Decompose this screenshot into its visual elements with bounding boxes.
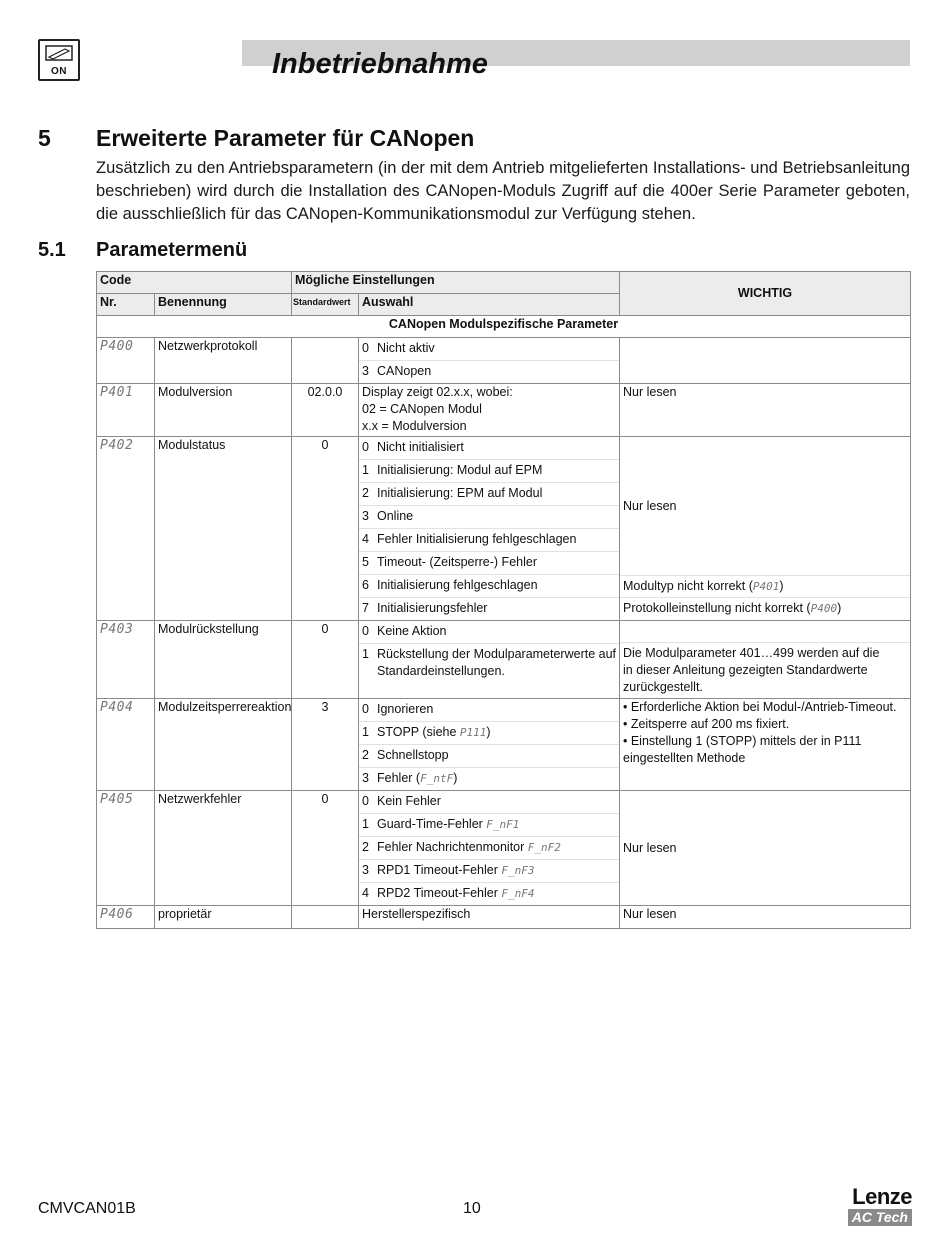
- param-description: Herstellerspezifisch: [359, 906, 620, 929]
- option-item: 1 Rückstellung der Modulparameterwerte auf Standardeinstellungen.: [359, 643, 619, 688]
- option-item: 2 Initialisierung: EPM auf Modul: [359, 482, 619, 505]
- option-item: 7 Initialisierungsfehler: [359, 597, 619, 620]
- header-important: WICHTIG: [620, 272, 911, 316]
- option-item: 3 Fehler (F_ntF): [359, 767, 619, 790]
- param-default: 0: [292, 791, 359, 906]
- on-label: ON: [51, 66, 67, 77]
- section-title: Erweiterte Parameter für CANopen: [96, 125, 475, 151]
- option-item: 3 CANopen: [359, 360, 619, 383]
- on-switch-icon: [38, 39, 80, 81]
- option-item: 5 Timeout- (Zeitsperre-) Fehler: [359, 551, 619, 574]
- header-code: Code: [97, 272, 292, 294]
- param-note: [620, 338, 911, 384]
- section-number: 5: [38, 125, 51, 151]
- param-code: P403: [97, 621, 155, 699]
- option-item: 0 Kein Fehler: [362, 794, 441, 808]
- param-note: • Erforderliche Aktion bei Modul-/Antrieb-Timeout. • Zeitsperre auf 200 ms fixiert. • Einstellung 1 (STOPP) mittels der in P111 eingestellten Methode: [620, 699, 911, 791]
- param-name: Netzwerkfehler: [155, 791, 292, 906]
- param-note: Nur lesen: [620, 791, 911, 906]
- param-options: [359, 791, 620, 906]
- param-default: [292, 338, 359, 384]
- param-default: [292, 906, 359, 929]
- header-default: Standardwert: [292, 294, 359, 316]
- lenze-logo: [840, 1186, 912, 1227]
- table-row: [97, 621, 911, 699]
- note-protocol: Protokolleinstellung nicht korrekt (P400): [620, 597, 910, 619]
- param-note: Die Modulparameter 401…499 werden auf die in dieser Anleitung gezeigten Standardwerte zurückgestellt.: [620, 621, 911, 699]
- subsection-number: 5.1: [38, 239, 66, 261]
- param-options: [359, 437, 620, 621]
- table-row: [97, 906, 911, 929]
- param-name: Modulrückstellung: [155, 621, 292, 699]
- option-item: 4 Fehler Initialisierung fehlgeschlagen: [359, 528, 619, 551]
- option-item: 0 Ignorieren: [362, 702, 434, 716]
- option-item: 4 RPD2 Timeout-Fehler F_nF4: [359, 882, 619, 905]
- param-name: Modulversion: [155, 384, 292, 437]
- option-item: 1 Initialisierung: Modul auf EPM: [359, 459, 619, 482]
- table-row: [97, 699, 911, 791]
- table-row: [97, 338, 911, 384]
- logo-text-actech: AC Tech: [848, 1209, 912, 1226]
- header-name: Benennung: [155, 294, 292, 316]
- param-default: 0: [292, 621, 359, 699]
- param-code: P406: [97, 906, 155, 929]
- param-options: [359, 699, 620, 791]
- header-nr: Nr.: [97, 294, 155, 316]
- option-item: 2 Schnellstopp: [359, 744, 619, 767]
- param-note: Nur lesen: [620, 384, 911, 437]
- option-item: 2 Fehler Nachrichtenmonitor F_nF2: [359, 836, 619, 859]
- param-code: P404: [97, 699, 155, 791]
- subsection-title: Parametermenü: [96, 239, 248, 261]
- param-options: [359, 338, 620, 384]
- param-default: 0: [292, 437, 359, 621]
- table-row: [97, 791, 911, 906]
- param-name: Netzwerkprotokoll: [155, 338, 292, 384]
- parameter-table: [96, 271, 911, 929]
- option-item: 3 RPD1 Timeout-Fehler F_nF3: [359, 859, 619, 882]
- param-code: P405: [97, 791, 155, 906]
- param-code: P401: [97, 384, 155, 437]
- header-settings: Mögliche Einstellungen: [292, 272, 620, 294]
- option-item: 0 Nicht aktiv: [362, 341, 435, 355]
- table-section-row: [97, 316, 911, 338]
- logo-text-lenze: Lenze: [852, 1184, 912, 1209]
- table-row: [97, 437, 911, 621]
- param-note: Nur lesen Modultyp nicht korrekt (P401) Protokolleinstellung nicht korrekt (P400): [620, 437, 911, 621]
- param-description: Display zeigt 02.x.x, wobei: 02 = CANopen Modul x.x = Modulversion: [359, 384, 620, 437]
- footer-doc-id: CMVCAN01B: [38, 1200, 136, 1217]
- table-row: [97, 384, 911, 437]
- param-code: P400: [97, 338, 155, 384]
- option-item: 1 STOPP (siehe P111): [359, 721, 619, 744]
- param-note: Nur lesen: [620, 906, 911, 929]
- param-default: 3: [292, 699, 359, 791]
- page-number: 10: [463, 1200, 481, 1217]
- note-module-type: Modultyp nicht korrekt (P401): [620, 575, 910, 597]
- section-label: CANopen Modulspezifische Parameter: [97, 316, 911, 338]
- header-selection: Auswahl: [359, 294, 620, 316]
- option-item: 6 Initialisierung fehlgeschlagen: [359, 574, 619, 597]
- page-header-title: Inbetriebnahme: [272, 48, 488, 80]
- section-intro: Zusätzlich zu den Antriebsparametern (in der mit dem Antrieb mitgelieferten Installations- und Betriebsanleitung beschrieben) wird durch die Installation des CANopen-Moduls Zugriff auf die 400er Serie Parameter geboten, die ausschließlich für das CANopen-Kommunikationsmodul zur Verfügung stehen.: [96, 159, 910, 223]
- param-name: Modulstatus: [155, 437, 292, 621]
- param-name: Modulzeitsperrereaktion: [155, 699, 292, 791]
- param-name: proprietär: [155, 906, 292, 929]
- param-options: [359, 621, 620, 699]
- option-item: 0 Keine Aktion: [362, 624, 447, 638]
- param-code: P402: [97, 437, 155, 621]
- option-item: 3 Online: [359, 505, 619, 528]
- option-item: 1 Guard-Time-Fehler F_nF1: [359, 813, 619, 836]
- param-default: 02.0.0: [292, 384, 359, 437]
- table-header-row: [97, 272, 911, 294]
- option-item: 0 Nicht initialisiert: [362, 440, 464, 454]
